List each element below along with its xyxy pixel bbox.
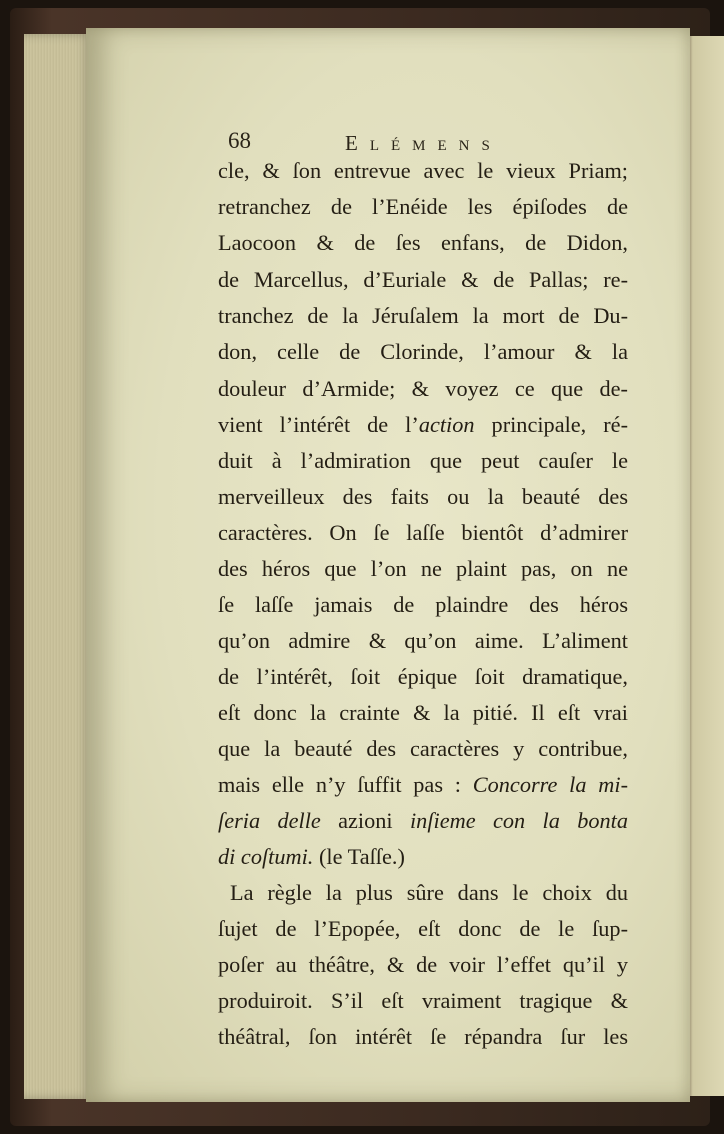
- text-line: mais elle n’y ſuffit pas : Concorre la mi-: [218, 772, 628, 797]
- text-line: caractères. On ſe laſſe bientôt d’admirer: [218, 520, 628, 545]
- text-line: tranchez de la Jéruſalem la mort de Du-: [218, 303, 628, 328]
- text-line: Laocoon & de ſes enfans, de Didon,: [218, 230, 628, 255]
- body-text: [218, 156, 628, 1049]
- running-title: Elémens: [345, 131, 502, 155]
- text-line: duit à l’admiration que peut cauſer le: [218, 448, 628, 473]
- page-number: 68: [228, 128, 251, 153]
- text-line: qu’on admire & qu’on aime. L’aliment: [218, 628, 628, 653]
- text-line: La règle la plus sûre dans le choix du: [230, 880, 628, 905]
- text-line: cle, & ſon entrevue avec le vieux Priam;: [218, 158, 628, 183]
- page-edges: [24, 34, 94, 1099]
- text-line: di coſtumi. (le Taſſe.): [218, 844, 405, 869]
- text-line: ſe laſſe jamais de plaindre des héros: [218, 592, 628, 617]
- text-line: de Marcellus, d’Euriale & de Pallas; re-: [218, 267, 628, 292]
- text-line: vient l’intérêt de l’action principale, ré-: [218, 412, 628, 437]
- text-line: théâtral, ſon intérêt ſe répandra ſur les: [218, 1024, 628, 1049]
- text-line: retranchez de l’Enéide les épiſodes de: [218, 194, 628, 219]
- page-header: [228, 128, 628, 158]
- text-line: don, celle de Clorinde, l’amour & la: [218, 339, 628, 364]
- text-line: des héros que l’on ne plaint pas, on ne: [218, 556, 628, 581]
- facing-page-edge: [684, 36, 724, 1096]
- text-line: poſer au théâtre, & de voir l’effet qu’il y: [218, 952, 628, 977]
- text-line: ſujet de l’Epopée, eſt donc de le ſup-: [218, 916, 628, 941]
- text-line: merveilleux des faits ou la beauté des: [218, 484, 628, 509]
- text-line: ſeria delle azioni inſieme con la bonta: [218, 808, 628, 833]
- text-line: que la beauté des caractères y contribue,: [218, 736, 628, 761]
- text-line: eſt donc la crainte & la pitié. Il eſt vrai: [218, 700, 628, 725]
- text-line: douleur d’Armide; & voyez ce que de-: [218, 376, 628, 401]
- text-line: de l’intérêt, ſoit épique ſoit dramatique,: [218, 664, 628, 689]
- text-line: produiroit. S’il eſt vraiment tragique &: [218, 988, 628, 1013]
